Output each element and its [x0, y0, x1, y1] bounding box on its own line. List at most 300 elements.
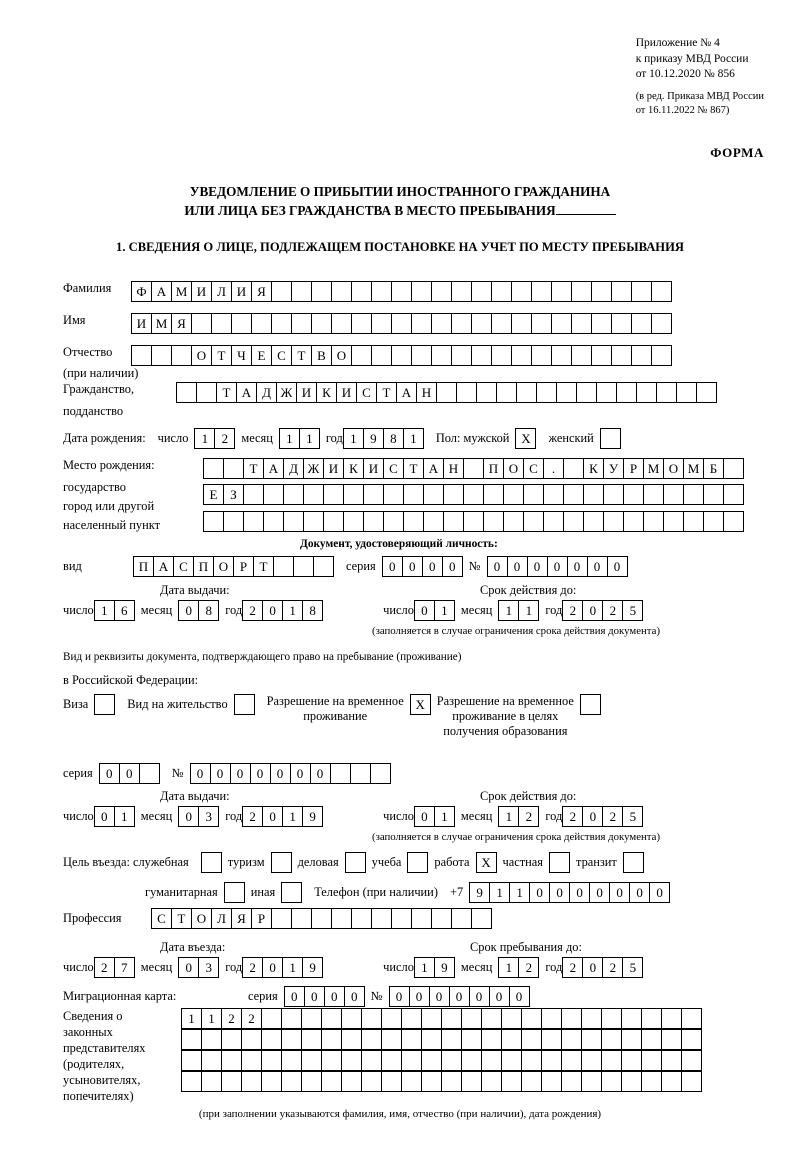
char-cell[interactable]	[341, 1029, 362, 1050]
char-cell[interactable]	[596, 382, 617, 403]
char-cell[interactable]: Е	[251, 345, 272, 366]
char-cell[interactable]	[663, 511, 684, 532]
char-cell[interactable]: 0	[629, 882, 650, 903]
char-cell[interactable]	[681, 1008, 702, 1029]
char-cell[interactable]: 0	[422, 556, 443, 577]
char-cell[interactable]	[351, 908, 372, 929]
char-cell[interactable]	[371, 281, 392, 302]
char-cell[interactable]	[471, 313, 492, 334]
char-cell[interactable]: Ф	[131, 281, 152, 302]
char-cell[interactable]	[461, 1029, 482, 1050]
char-cell[interactable]	[303, 511, 324, 532]
char-cell[interactable]: 1	[498, 957, 519, 978]
char-cell[interactable]	[611, 313, 632, 334]
document-series-input[interactable]	[382, 556, 463, 577]
char-cell[interactable]: О	[213, 556, 234, 577]
char-cell[interactable]	[531, 281, 552, 302]
char-cell[interactable]: 0	[429, 986, 450, 1007]
char-cell[interactable]	[261, 1050, 282, 1071]
char-cell[interactable]: Б	[703, 458, 724, 479]
char-cell[interactable]	[421, 1029, 442, 1050]
char-cell[interactable]: Т	[216, 382, 237, 403]
char-cell[interactable]: И	[231, 281, 252, 302]
char-cell[interactable]: Я	[231, 908, 252, 929]
char-cell[interactable]	[421, 1008, 442, 1029]
char-cell[interactable]: 0	[230, 763, 251, 784]
char-cell[interactable]	[370, 763, 391, 784]
char-cell[interactable]	[531, 313, 552, 334]
char-cell[interactable]	[381, 1029, 402, 1050]
char-cell[interactable]	[523, 511, 544, 532]
char-cell[interactable]	[563, 458, 584, 479]
char-cell[interactable]	[481, 1071, 502, 1092]
char-cell[interactable]	[641, 1071, 662, 1092]
char-cell[interactable]	[341, 1071, 362, 1092]
char-cell[interactable]: Т	[253, 556, 274, 577]
char-cell[interactable]	[281, 1008, 302, 1029]
char-cell[interactable]	[293, 556, 314, 577]
char-cell[interactable]: 0	[567, 556, 588, 577]
char-cell[interactable]	[571, 313, 592, 334]
char-cell[interactable]	[411, 281, 432, 302]
char-cell[interactable]: 2	[518, 957, 539, 978]
char-cell[interactable]: О	[191, 345, 212, 366]
birthplace-input-line-3[interactable]	[203, 511, 744, 532]
legal-rep-input-line-3[interactable]	[181, 1050, 702, 1071]
char-cell[interactable]	[381, 1050, 402, 1071]
char-cell[interactable]	[196, 382, 217, 403]
char-cell[interactable]	[441, 1029, 462, 1050]
char-cell[interactable]	[223, 458, 244, 479]
purpose-humanitarian-checkbox[interactable]	[224, 882, 245, 903]
char-cell[interactable]	[261, 1029, 282, 1050]
char-cell[interactable]: 2	[221, 1008, 242, 1029]
char-cell[interactable]	[283, 484, 304, 505]
char-cell[interactable]	[311, 313, 332, 334]
char-cell[interactable]	[401, 1029, 422, 1050]
char-cell[interactable]: 0	[469, 986, 490, 1007]
char-cell[interactable]	[281, 1050, 302, 1071]
char-cell[interactable]	[616, 382, 637, 403]
char-cell[interactable]	[407, 852, 428, 873]
char-cell[interactable]: 1	[434, 600, 455, 621]
char-cell[interactable]: 1	[498, 600, 519, 621]
char-cell[interactable]: 0	[587, 556, 608, 577]
char-cell[interactable]	[223, 511, 244, 532]
name-input[interactable]	[131, 313, 672, 334]
char-cell[interactable]: 1	[201, 1008, 222, 1029]
char-cell[interactable]: Р	[251, 908, 272, 929]
char-cell[interactable]	[541, 1029, 562, 1050]
char-cell[interactable]	[381, 1071, 402, 1092]
char-cell[interactable]: Л	[211, 281, 232, 302]
char-cell[interactable]: 2	[242, 957, 263, 978]
char-cell[interactable]	[683, 511, 704, 532]
char-cell[interactable]: 0	[250, 763, 271, 784]
char-cell[interactable]: 0	[509, 986, 530, 1007]
char-cell[interactable]: С	[271, 345, 292, 366]
char-cell[interactable]: И	[296, 382, 317, 403]
char-cell[interactable]	[501, 1050, 522, 1071]
char-cell[interactable]: 1	[282, 600, 303, 621]
char-cell[interactable]	[383, 484, 404, 505]
temp-residence-edu-checkbox[interactable]	[580, 694, 601, 715]
char-cell[interactable]	[681, 1050, 702, 1071]
char-cell[interactable]	[441, 1008, 462, 1029]
char-cell[interactable]: .	[543, 458, 564, 479]
char-cell[interactable]	[431, 281, 452, 302]
char-cell[interactable]	[330, 763, 351, 784]
stay-to-year-input[interactable]	[562, 957, 643, 978]
char-cell[interactable]	[341, 1008, 362, 1029]
char-cell[interactable]	[681, 1029, 702, 1050]
char-cell[interactable]	[234, 694, 255, 715]
char-cell[interactable]: 5	[622, 600, 643, 621]
char-cell[interactable]	[583, 484, 604, 505]
char-cell[interactable]	[191, 313, 212, 334]
char-cell[interactable]	[451, 908, 472, 929]
char-cell[interactable]: С	[173, 556, 194, 577]
char-cell[interactable]	[351, 313, 372, 334]
migration-series-input[interactable]	[284, 986, 365, 1007]
char-cell[interactable]	[331, 313, 352, 334]
char-cell[interactable]	[176, 382, 197, 403]
char-cell[interactable]	[311, 281, 332, 302]
char-cell[interactable]	[261, 1008, 282, 1029]
char-cell[interactable]: 2	[241, 1008, 262, 1029]
char-cell[interactable]: 0	[507, 556, 528, 577]
char-cell[interactable]: 0	[284, 986, 305, 1007]
char-cell[interactable]	[511, 313, 532, 334]
char-cell[interactable]	[461, 1071, 482, 1092]
char-cell[interactable]: 3	[198, 957, 219, 978]
sex-female-checkbox[interactable]	[600, 428, 621, 449]
char-cell[interactable]: 1	[279, 428, 300, 449]
char-cell[interactable]: И	[191, 281, 212, 302]
entry-month-input[interactable]	[178, 957, 219, 978]
char-cell[interactable]: О	[503, 458, 524, 479]
char-cell[interactable]: С	[383, 458, 404, 479]
char-cell[interactable]	[181, 1029, 202, 1050]
char-cell[interactable]: 0	[290, 763, 311, 784]
char-cell[interactable]	[251, 313, 272, 334]
char-cell[interactable]	[581, 1050, 602, 1071]
char-cell[interactable]	[591, 313, 612, 334]
char-cell[interactable]: 6	[114, 600, 135, 621]
char-cell[interactable]	[561, 1071, 582, 1092]
char-cell[interactable]	[403, 484, 424, 505]
char-cell[interactable]	[261, 1071, 282, 1092]
char-cell[interactable]	[201, 852, 222, 873]
char-cell[interactable]	[345, 852, 366, 873]
char-cell[interactable]	[401, 1071, 422, 1092]
char-cell[interactable]: 5	[622, 806, 643, 827]
char-cell[interactable]	[643, 511, 664, 532]
char-cell[interactable]	[441, 1050, 462, 1071]
char-cell[interactable]	[391, 281, 412, 302]
patronymic-input[interactable]	[131, 345, 672, 366]
char-cell[interactable]	[411, 908, 432, 929]
purpose-private-checkbox[interactable]	[549, 852, 570, 873]
char-cell[interactable]: 0	[190, 763, 211, 784]
char-cell[interactable]: О	[331, 345, 352, 366]
char-cell[interactable]: Т	[403, 458, 424, 479]
char-cell[interactable]	[551, 281, 572, 302]
char-cell[interactable]	[471, 908, 492, 929]
char-cell[interactable]: И	[336, 382, 357, 403]
char-cell[interactable]: 2	[562, 957, 583, 978]
char-cell[interactable]	[263, 511, 284, 532]
char-cell[interactable]	[281, 1071, 302, 1092]
char-cell[interactable]: 1	[434, 806, 455, 827]
char-cell[interactable]	[283, 511, 304, 532]
char-cell[interactable]	[281, 882, 302, 903]
char-cell[interactable]	[723, 484, 744, 505]
char-cell[interactable]: 0	[547, 556, 568, 577]
char-cell[interactable]: М	[683, 458, 704, 479]
char-cell[interactable]	[403, 511, 424, 532]
char-cell[interactable]	[661, 1071, 682, 1092]
visa-checkbox[interactable]	[94, 694, 115, 715]
char-cell[interactable]	[703, 511, 724, 532]
char-cell[interactable]	[543, 511, 564, 532]
char-cell[interactable]: 9	[434, 957, 455, 978]
char-cell[interactable]: А	[151, 281, 172, 302]
migration-number-input[interactable]	[389, 986, 530, 1007]
char-cell[interactable]	[201, 1071, 222, 1092]
char-cell[interactable]	[321, 1050, 342, 1071]
char-cell[interactable]: Я	[171, 313, 192, 334]
purpose-tourism-checkbox[interactable]	[271, 852, 292, 873]
char-cell[interactable]: А	[423, 458, 444, 479]
char-cell[interactable]	[343, 511, 364, 532]
char-cell[interactable]	[476, 382, 497, 403]
char-cell[interactable]	[291, 908, 312, 929]
char-cell[interactable]: 1	[498, 806, 519, 827]
stay-valid-day-input[interactable]	[414, 806, 455, 827]
char-cell[interactable]	[401, 1008, 422, 1029]
char-cell[interactable]	[451, 281, 472, 302]
char-cell[interactable]	[641, 1029, 662, 1050]
char-cell[interactable]: Р	[233, 556, 254, 577]
char-cell[interactable]	[443, 484, 464, 505]
char-cell[interactable]	[361, 1050, 382, 1071]
char-cell[interactable]	[521, 1029, 542, 1050]
char-cell[interactable]	[391, 908, 412, 929]
char-cell[interactable]	[273, 556, 294, 577]
char-cell[interactable]: П	[193, 556, 214, 577]
char-cell[interactable]: 1	[181, 1008, 202, 1029]
char-cell[interactable]	[621, 1029, 642, 1050]
char-cell[interactable]	[481, 1050, 502, 1071]
char-cell[interactable]	[621, 1008, 642, 1029]
char-cell[interactable]	[211, 313, 232, 334]
char-cell[interactable]: 0	[178, 600, 199, 621]
char-cell[interactable]: 0	[94, 806, 115, 827]
char-cell[interactable]	[496, 382, 517, 403]
char-cell[interactable]	[383, 511, 404, 532]
char-cell[interactable]	[171, 345, 192, 366]
char-cell[interactable]	[481, 1008, 502, 1029]
char-cell[interactable]	[516, 382, 537, 403]
char-cell[interactable]: Р	[623, 458, 644, 479]
stay-issue-day-input[interactable]	[94, 806, 135, 827]
char-cell[interactable]	[151, 345, 172, 366]
char-cell[interactable]: Т	[376, 382, 397, 403]
char-cell[interactable]	[481, 1029, 502, 1050]
char-cell[interactable]: С	[523, 458, 544, 479]
char-cell[interactable]	[663, 484, 684, 505]
entry-year-input[interactable]	[242, 957, 323, 978]
char-cell[interactable]: С	[151, 908, 172, 929]
char-cell[interactable]	[431, 345, 452, 366]
char-cell[interactable]: А	[396, 382, 417, 403]
char-cell[interactable]: 2	[562, 806, 583, 827]
char-cell[interactable]: 1	[414, 957, 435, 978]
citizenship-input[interactable]	[176, 382, 717, 403]
char-cell[interactable]: 1	[282, 806, 303, 827]
char-cell[interactable]: 0	[589, 882, 610, 903]
char-cell[interactable]	[436, 382, 457, 403]
char-cell[interactable]: 9	[363, 428, 384, 449]
purpose-other-checkbox[interactable]	[281, 882, 302, 903]
char-cell[interactable]: 0	[304, 986, 325, 1007]
char-cell[interactable]	[521, 1050, 542, 1071]
char-cell[interactable]	[391, 313, 412, 334]
char-cell[interactable]	[521, 1008, 542, 1029]
char-cell[interactable]: 0	[178, 806, 199, 827]
char-cell[interactable]	[321, 1029, 342, 1050]
stay-series-input[interactable]	[99, 763, 160, 784]
char-cell[interactable]: 8	[302, 600, 323, 621]
char-cell[interactable]: Л	[211, 908, 232, 929]
char-cell[interactable]	[531, 345, 552, 366]
char-cell[interactable]	[431, 908, 452, 929]
char-cell[interactable]	[580, 694, 601, 715]
char-cell[interactable]	[471, 345, 492, 366]
stay-to-month-input[interactable]	[498, 957, 539, 978]
char-cell[interactable]: 0	[609, 882, 630, 903]
char-cell[interactable]	[271, 908, 292, 929]
char-cell[interactable]	[601, 1050, 622, 1071]
phone-input[interactable]	[469, 882, 670, 903]
char-cell[interactable]: 0	[549, 882, 570, 903]
doc-valid-day-input[interactable]	[414, 600, 455, 621]
char-cell[interactable]	[313, 556, 334, 577]
char-cell[interactable]	[371, 313, 392, 334]
char-cell[interactable]	[661, 1008, 682, 1029]
char-cell[interactable]	[581, 1008, 602, 1029]
char-cell[interactable]: М	[151, 313, 172, 334]
char-cell[interactable]	[641, 1050, 662, 1071]
char-cell[interactable]	[301, 1050, 322, 1071]
char-cell[interactable]: 2	[242, 600, 263, 621]
char-cell[interactable]	[131, 345, 152, 366]
char-cell[interactable]	[323, 511, 344, 532]
char-cell[interactable]: 9	[302, 806, 323, 827]
char-cell[interactable]: И	[363, 458, 384, 479]
char-cell[interactable]	[351, 281, 372, 302]
char-cell[interactable]	[221, 1050, 242, 1071]
char-cell[interactable]	[551, 345, 572, 366]
char-cell[interactable]: 2	[518, 806, 539, 827]
char-cell[interactable]	[241, 1029, 262, 1050]
char-cell[interactable]: Д	[283, 458, 304, 479]
char-cell[interactable]: Ж	[303, 458, 324, 479]
char-cell[interactable]	[411, 313, 432, 334]
char-cell[interactable]	[571, 281, 592, 302]
char-cell[interactable]	[523, 484, 544, 505]
char-cell[interactable]: 2	[94, 957, 115, 978]
char-cell[interactable]	[576, 382, 597, 403]
char-cell[interactable]	[521, 1071, 542, 1092]
char-cell[interactable]	[561, 1029, 582, 1050]
purpose-work-checkbox[interactable]	[476, 852, 497, 873]
char-cell[interactable]: О	[191, 908, 212, 929]
char-cell[interactable]	[563, 511, 584, 532]
char-cell[interactable]: 0	[529, 882, 550, 903]
char-cell[interactable]: 0	[324, 986, 345, 1007]
char-cell[interactable]: И	[323, 458, 344, 479]
char-cell[interactable]	[603, 484, 624, 505]
char-cell[interactable]: Я	[251, 281, 272, 302]
char-cell[interactable]: Т	[211, 345, 232, 366]
char-cell[interactable]	[541, 1050, 562, 1071]
stay-valid-year-input[interactable]	[562, 806, 643, 827]
char-cell[interactable]	[556, 382, 577, 403]
char-cell[interactable]: 0	[382, 556, 403, 577]
char-cell[interactable]: А	[263, 458, 284, 479]
char-cell[interactable]	[561, 1008, 582, 1029]
char-cell[interactable]: С	[356, 382, 377, 403]
char-cell[interactable]	[323, 484, 344, 505]
char-cell[interactable]: 0	[389, 986, 410, 1007]
char-cell[interactable]	[361, 1008, 382, 1029]
char-cell[interactable]: 0	[262, 957, 283, 978]
birth-day-input[interactable]	[194, 428, 235, 449]
char-cell[interactable]	[501, 1008, 522, 1029]
char-cell[interactable]	[503, 484, 524, 505]
doc-issue-year-input[interactable]	[242, 600, 323, 621]
char-cell[interactable]: 0	[527, 556, 548, 577]
char-cell[interactable]	[501, 1071, 522, 1092]
char-cell[interactable]	[203, 458, 224, 479]
char-cell[interactable]: 1	[343, 428, 364, 449]
char-cell[interactable]: З	[223, 484, 244, 505]
char-cell[interactable]: 0	[607, 556, 628, 577]
char-cell[interactable]: 5	[622, 957, 643, 978]
char-cell[interactable]	[139, 763, 160, 784]
char-cell[interactable]: 0	[414, 806, 435, 827]
char-cell[interactable]	[363, 484, 384, 505]
char-cell[interactable]: 1	[94, 600, 115, 621]
char-cell[interactable]	[431, 313, 452, 334]
char-cell[interactable]	[603, 511, 624, 532]
char-cell[interactable]	[301, 1071, 322, 1092]
char-cell[interactable]	[723, 458, 744, 479]
char-cell[interactable]: М	[643, 458, 664, 479]
char-cell[interactable]	[591, 281, 612, 302]
char-cell[interactable]	[581, 1071, 602, 1092]
char-cell[interactable]: 8	[383, 428, 404, 449]
char-cell[interactable]	[501, 1029, 522, 1050]
char-cell[interactable]	[696, 382, 717, 403]
char-cell[interactable]	[631, 281, 652, 302]
char-cell[interactable]	[623, 511, 644, 532]
char-cell[interactable]	[456, 382, 477, 403]
doc-valid-year-input[interactable]	[562, 600, 643, 621]
char-cell[interactable]	[541, 1008, 562, 1029]
